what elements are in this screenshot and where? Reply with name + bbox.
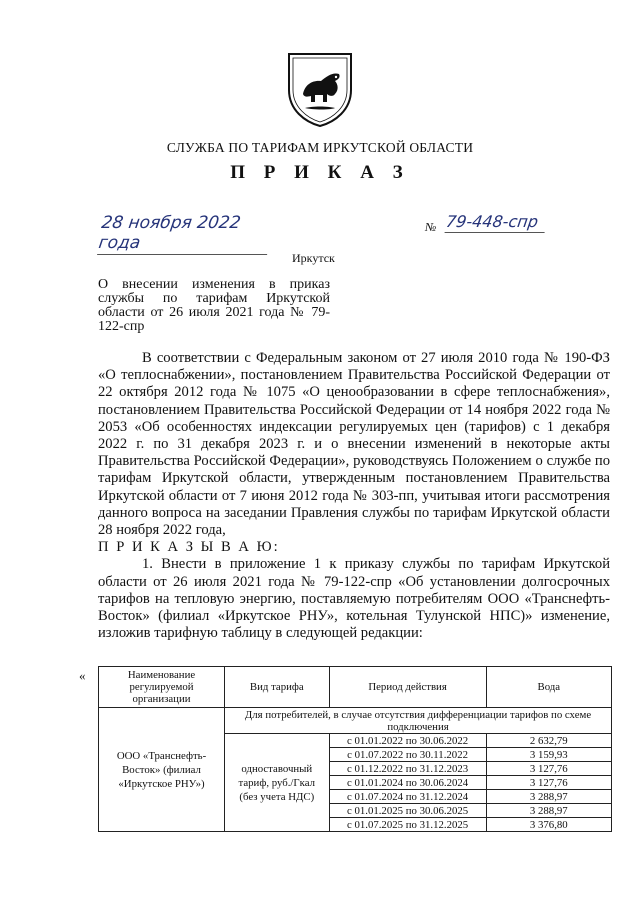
period-cell: с 01.12.2022 по 31.12.2023 — [329, 762, 486, 776]
table-header-row — [99, 667, 612, 708]
value-cell: 3 127,76 — [486, 762, 611, 776]
consumer-group-cell: Для потребителей, в случае отсутствия дифференциации тарифов по схеме подключения — [225, 708, 612, 734]
clause-1-paragraph: 1. Внести в приложение 1 к приказу службы по тарифам Иркутской области от 26 июля 2021 года № 79-122-спр «Об установлении долгосрочных тарифов на тепловую энергию, поставляемую потребителям ООО «Транснефть-Восток» (филиал «Иркутское РНУ», котельная Тулунской НПС)» изменение, изложив тарифную таблицу в следующей редакции: — [98, 556, 610, 642]
irkutsk-coat-of-arms-icon — [283, 50, 357, 128]
handwritten-date: 28 ноября 2022 года — [97, 213, 273, 255]
handwritten-number: 79-448-спр — [445, 212, 548, 233]
column-header-organization: Наименование регулируемой организации — [99, 667, 225, 708]
period-cell: с 01.01.2024 по 30.06.2024 — [329, 776, 486, 790]
table-row — [99, 708, 612, 734]
period-cell: с 01.07.2022 по 30.11.2022 — [329, 748, 486, 762]
value-cell: 2 632,79 — [486, 734, 611, 748]
value-cell: 3 376,80 — [486, 818, 611, 832]
document-type: П Р И К А З — [230, 162, 410, 183]
tariff-type-cell: одноставочный тариф, руб./Гкал (без учета НДС) — [225, 734, 330, 832]
value-cell: 3 288,97 — [486, 790, 611, 804]
column-header-period: Период действия — [329, 667, 486, 708]
period-cell: с 01.01.2025 по 30.06.2025 — [329, 804, 486, 818]
order-word: П Р И К А З Ы В А Ю: — [98, 539, 280, 556]
organization-name: СЛУЖБА ПО ТАРИФАМ ИРКУТСКОЙ ОБЛАСТИ — [166, 140, 474, 155]
column-header-water: Вода — [486, 667, 611, 708]
period-cell: с 01.07.2024 по 31.12.2024 — [329, 790, 486, 804]
period-cell: с 01.07.2025 по 31.12.2025 — [329, 818, 486, 832]
city: Иркутск — [292, 251, 335, 265]
value-cell: 3 159,93 — [486, 748, 611, 762]
column-header-tariff-type: Вид тарифа — [225, 667, 330, 708]
preamble-paragraph: В соответствии с Федеральным законом от 27 июля 2010 года № 190-ФЗ «О теплоснабжении», постановлением Правительства Российской Федерации от 22 октября 2012 года № 1075 «О ценообразовании в сфере теплоснабжения», постановлением Правительства Российской Федерации от 14 ноября 2022 года № 2053 «Об особенностях индексации регулируемых цен (тарифов) с 1 декабря 2022 г. по 31 декабря 2023 г. и о внесении изменений в некоторые акты Правительства Российской Федерации», руководствуясь Положением о службе по тарифам Иркутской области, утвержденным постановлением Правительства Иркутской области от 7 июня 2012 года № 303-пп, учитывая итоги рассмотрения данного вопроса на заседании Правления службы по тарифам Иркутской области 28 ноября 2022 года, — [98, 350, 610, 539]
document-body — [98, 350, 610, 642]
document-subject: О внесении изменения в приказ службы по тарифам Иркутской области от 26 июля 2021 года № 79-122-спр — [98, 277, 330, 334]
tariff-table — [98, 666, 612, 832]
value-cell: 3 288,97 — [486, 804, 611, 818]
period-cell: с 01.01.2022 по 30.06.2022 — [329, 734, 486, 748]
organization-cell: ООО «Транснефть-Восток» (филиал «Иркутское РНУ») — [99, 708, 225, 832]
value-cell: 3 127,76 — [486, 776, 611, 790]
number-prefix: № — [425, 220, 437, 234]
quote-mark: « — [79, 668, 86, 683]
